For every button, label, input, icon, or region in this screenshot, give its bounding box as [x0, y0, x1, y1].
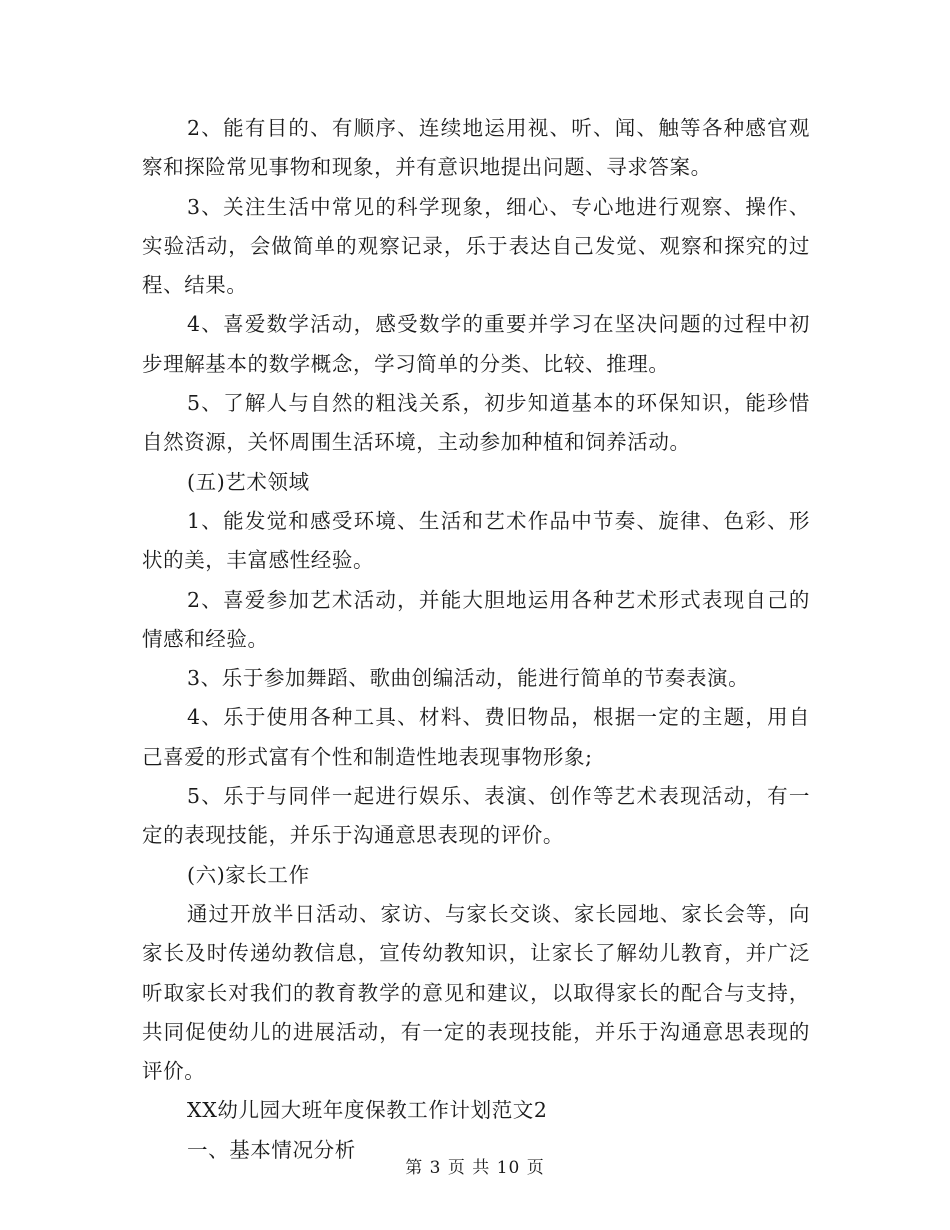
paragraph-art-tools: 4、乐于使用各种工具、材料、费旧物品，根据一定的主题，用自己喜爱的形式富有个性和制造性地表现事物形象;: [142, 705, 810, 769]
paragraph-math-activity: 4、喜爱数学活动，感受数学的重要并学习在坚决问题的过程中初步理解基本的数学概念，学习简单的分类、比较、推理。: [142, 312, 810, 376]
paragraph-science-observation: 2、能有目的、有顺序、连续地运用视、听、闻、触等各种感官观察和探险常见事物和现象，并有意识地提出问题、寻求答案。: [142, 116, 810, 180]
paragraph-art-perception: 1、能发觉和感受环境、生活和艺术作品中节奏、旋律、色彩、形状的美，丰富感性经验。: [142, 508, 810, 573]
paragraph-nature-environment: 5、了解人与自然的粗浅关系，初步知道基本的环保知识，能珍惜自然资源，关怀周围生活环境，主动参加种植和饲养活动。: [142, 391, 810, 455]
section-heading-basic-analysis: 一、基本情况分析: [187, 1137, 356, 1162]
paragraph-art-participation: 2、喜爱参加艺术活动，并能大胆地运用各种艺术形式表现自己的情感和经验。: [142, 587, 810, 651]
page-number-footer: 第 3 页 共 10 页: [405, 1158, 545, 1178]
section-heading-art: (五)艺术领域: [187, 469, 310, 494]
paragraph-art-performance: 5、乐于与同伴一起进行娱乐、表演、创作等艺术表现活动，有一定的表现技能，并乐于沟通意思表现的评价。: [142, 784, 810, 848]
paragraph-art-dance-song: 3、乐于参加舞蹈、歌曲创编活动，能进行简单的节奏表演。: [187, 666, 750, 691]
document-title-plan-2: XX幼儿园大班年度保教工作计划范文2: [187, 1098, 548, 1123]
section-heading-parents: (六)家长工作: [187, 862, 310, 887]
paragraph-parent-work: 通过开放半日活动、家访、与家长交谈、家长园地、家长会等，向家长及时传递幼教信息，宣传幼教知识，让家长了解幼儿教育，并广泛听取家长对我们的教育教学的意见和建议，以取得家长的配合与支持，共同促使幼儿的进展活动，有一定的表现技能，并乐于沟通意思表现的评价。: [142, 901, 810, 1084]
document-body: [142, 109, 810, 1170]
paragraph-science-phenomena: 3、关注生活中常见的科学现象，细心、专心地进行观察、操作、实验活动，会做简单的观察记录，乐于表达自己发觉、观察和探究的过程、结果。: [142, 194, 810, 298]
